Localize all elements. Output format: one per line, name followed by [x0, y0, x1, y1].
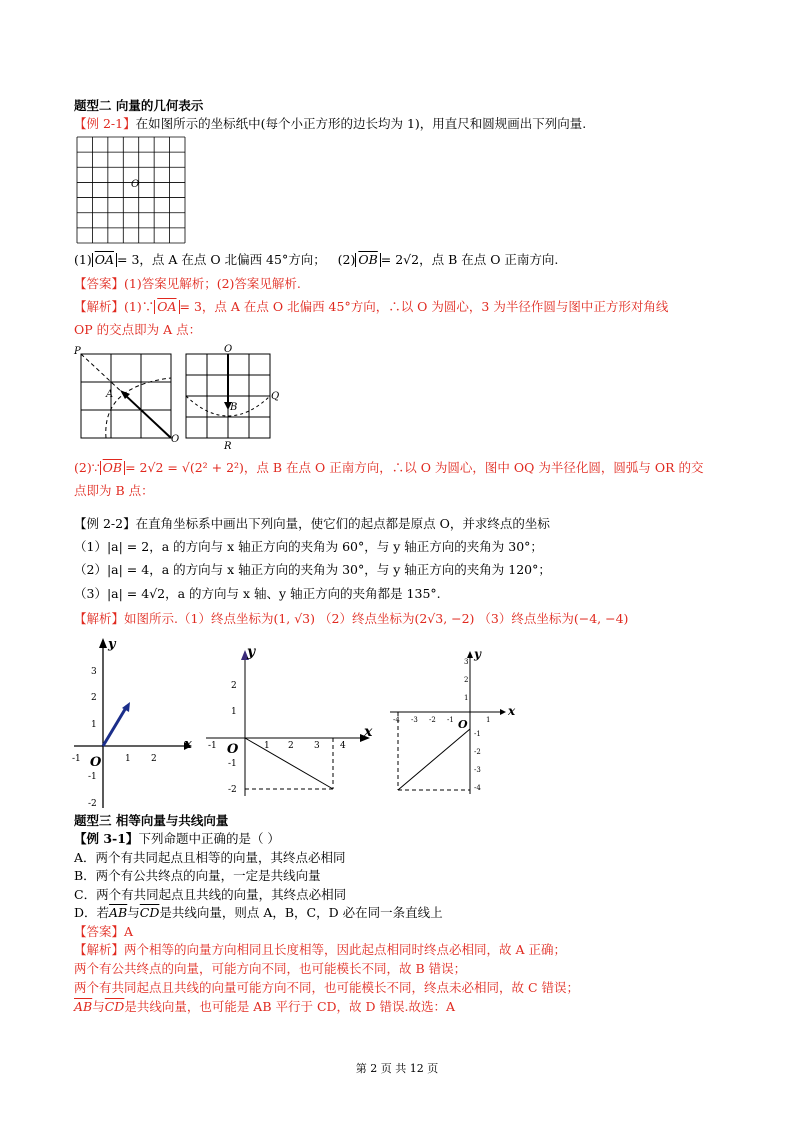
analysis-text: 两个相等的向量方向相同且长度相等，因此起点相同时终点必相同，故 A 正确；	[124, 942, 566, 957]
x-tick: -1	[208, 741, 217, 751]
analysis-line-2: OP 的交点即为 A 点：	[74, 322, 202, 337]
answer-line	[74, 275, 301, 292]
analysis-text: = 2√2 = √(2² + 2²)，点 B 在点 O 正南方向，∴以 O 为圆心，图中 OQ 为半径化圆，圆弧与 OR 的交	[125, 460, 704, 475]
option-d-text: 是共线向量，则点 A，B，C，D 必在同一条直线上	[159, 905, 443, 920]
option-c: C．两个有共同起点且共线的向量，其终点必相同	[74, 887, 347, 902]
y-tick: 1	[91, 720, 97, 730]
analysis-label: 【解析】	[74, 611, 125, 626]
section-title: 题型三 相等向量与共线向量	[74, 813, 229, 828]
question-text: 在直角坐标系中画出下列向量，使它们的起点都是原点 O，并求终点的坐标	[135, 516, 550, 531]
option-d-prefix: D．若	[74, 905, 110, 920]
origin-label: O	[90, 755, 102, 770]
label-o: O	[224, 344, 233, 355]
graph-vector-2	[200, 644, 380, 798]
example-2-2-item-1: （1）|a| = 2，a 的方向与 x 轴正方向的夹角为 60°，与 y 轴正方向的夹角为 30°；	[74, 539, 543, 554]
analysis-line-4	[74, 998, 455, 1015]
x-tick: -3	[411, 716, 418, 724]
x-tick: 1	[125, 754, 131, 764]
x-tick: -2	[429, 716, 436, 724]
analysis-mid: 与	[92, 999, 105, 1014]
x-axis-label: x	[508, 704, 516, 718]
x-axis-label: x	[184, 737, 192, 752]
label-p: P	[74, 346, 81, 357]
x-tick: 3	[314, 741, 320, 751]
y-tick: -1	[228, 759, 237, 769]
label-q: Q	[271, 391, 280, 402]
answer-text: (1)答案见解析；(2)答案见解析.	[124, 276, 301, 291]
question-text: 下列命题中正确的是（ ）	[138, 831, 280, 846]
x-tick: -1	[72, 754, 81, 764]
analysis-label: 【解析】	[74, 299, 125, 314]
x-tick: -4	[393, 716, 400, 724]
page-footer: 第 2 页 共 12 页	[355, 1062, 439, 1075]
example-2-2-item-3: （3）|a| = 4√2，a 的方向与 x 轴、y 轴正方向的夹角都是 135°.	[74, 586, 441, 601]
example-2-2-analysis	[74, 610, 628, 627]
vector-cd: $\overline{CD}$	[104, 999, 125, 1014]
analysis-line-1	[74, 941, 566, 958]
section-title: 题型二 向量的几何表示	[74, 98, 204, 113]
vector-ob: $\overline{OB}$	[358, 252, 378, 267]
question-text: 在如图所示的坐标纸中(每个小正方形的边长均为 1)，用直尺和圆规画出下列向量.	[135, 116, 587, 131]
figure-oa-construction	[74, 346, 181, 445]
x-tick: 1	[486, 716, 491, 724]
analysis-prefix: (1)∵	[124, 299, 155, 314]
label-b: B	[230, 402, 238, 413]
analysis-line-1	[74, 298, 668, 315]
vector-oa: $\overline{OA}$	[157, 299, 177, 314]
y-tick: -1	[474, 730, 481, 738]
y-tick: 3	[464, 658, 469, 666]
analysis-prefix: (2)∵	[74, 460, 100, 475]
q1-number: (1)	[74, 252, 92, 267]
graph-vector-3	[384, 647, 516, 795]
y-axis-label: y	[108, 637, 116, 652]
y-tick: -3	[474, 766, 481, 774]
analysis-line-2: 两个有公共终点的向量，可能方向不同，也可能模长不同，故 B 错误；	[74, 961, 467, 976]
label-a: A	[106, 389, 114, 400]
y-tick: 2	[231, 681, 237, 691]
figure-ob-construction	[180, 346, 290, 451]
option-d-mid: 与	[127, 905, 140, 920]
x-axis-label: x	[364, 724, 373, 740]
analysis-line-4: 点即为 B 点：	[74, 483, 154, 498]
example-2-1-question	[74, 115, 586, 132]
y-tick: 2	[464, 676, 469, 684]
grid-paper	[76, 136, 186, 244]
example-2-2-question	[74, 515, 550, 532]
y-axis-label: y	[474, 647, 481, 661]
option-d	[74, 904, 443, 921]
vector-oa: $\overline{OA}$	[94, 252, 114, 267]
x-tick: 4	[340, 741, 346, 751]
vector-ob: $\overline{OB}$	[102, 460, 123, 475]
example-2-1-subquestions	[74, 251, 558, 268]
y-tick: 3	[91, 667, 97, 677]
grid-origin-label: O	[131, 179, 140, 190]
y-tick: 1	[464, 694, 469, 702]
y-tick: -1	[88, 772, 97, 782]
label-r: R	[224, 441, 232, 452]
q2-text: = 2√2，点 B 在点 O 正南方向.	[380, 252, 559, 267]
analysis-text: = 3，点 A 在点 O 北偏西 45°方向，∴以 O 为圆心，3 为半径作圆与图中正方形对角线	[179, 299, 669, 314]
vector-cd: $\overline{CD}$	[139, 905, 160, 920]
vector-ab: $\overline{AB}$	[109, 905, 128, 920]
q2-number: (2)	[337, 252, 356, 267]
example-label: 【例 2-2】	[74, 516, 136, 531]
y-tick: -2	[474, 748, 481, 756]
y-tick: -2	[88, 799, 97, 809]
y-tick: -4	[474, 784, 481, 792]
vector-ab: $\overline{AB}$	[74, 999, 93, 1014]
label-o: O	[171, 434, 180, 445]
y-axis-label: y	[247, 644, 256, 660]
x-tick: 2	[288, 741, 294, 751]
analysis-text: 如图所示.（1）终点坐标为(1, √3) （2）终点坐标为(2√3, −2) （3）终点坐标为(−4, −4)	[124, 611, 629, 626]
graph-vector-1	[66, 636, 196, 811]
analysis-line-3	[74, 459, 704, 476]
analysis-line-3: 两个有共同起点且共线的向量可能方向不同，也可能模长不同，终点未必相同，故 C 错误；	[74, 980, 580, 995]
origin-label: O	[458, 718, 468, 731]
analysis-text: 是共线向量，也可能是 AB 平行于 CD，故 D 错误.故选：A	[124, 999, 456, 1014]
y-tick: -2	[228, 785, 237, 795]
example-label: 【例 3-1】	[74, 831, 139, 846]
x-tick: 2	[151, 754, 157, 764]
q1-text: = 3，点 A 在点 O 北偏西 45°方向；	[117, 252, 326, 267]
example-3-1-question	[74, 830, 280, 847]
answer-line	[74, 923, 133, 940]
y-tick: 2	[91, 693, 97, 703]
example-label: 【例 2-1】	[74, 116, 136, 131]
x-tick: -1	[447, 716, 454, 724]
option-a: A．两个有共同起点且相等的向量，其终点必相同	[74, 850, 346, 865]
analysis-label: 【解析】	[74, 942, 125, 957]
example-2-2-item-2: （2）|a| = 4，a 的方向与 x 轴正方向的夹角为 30°，与 y 轴正方向的夹角为 120°；	[74, 562, 551, 577]
origin-label: O	[227, 742, 239, 757]
option-b: B．两个有公共终点的向量，一定是共线向量	[74, 868, 321, 883]
answer-label: 【答案】	[74, 924, 125, 939]
answer-label: 【答案】	[74, 276, 125, 291]
answer-text: A	[124, 924, 134, 939]
x-tick: 1	[264, 741, 270, 751]
y-tick: 1	[231, 707, 237, 717]
